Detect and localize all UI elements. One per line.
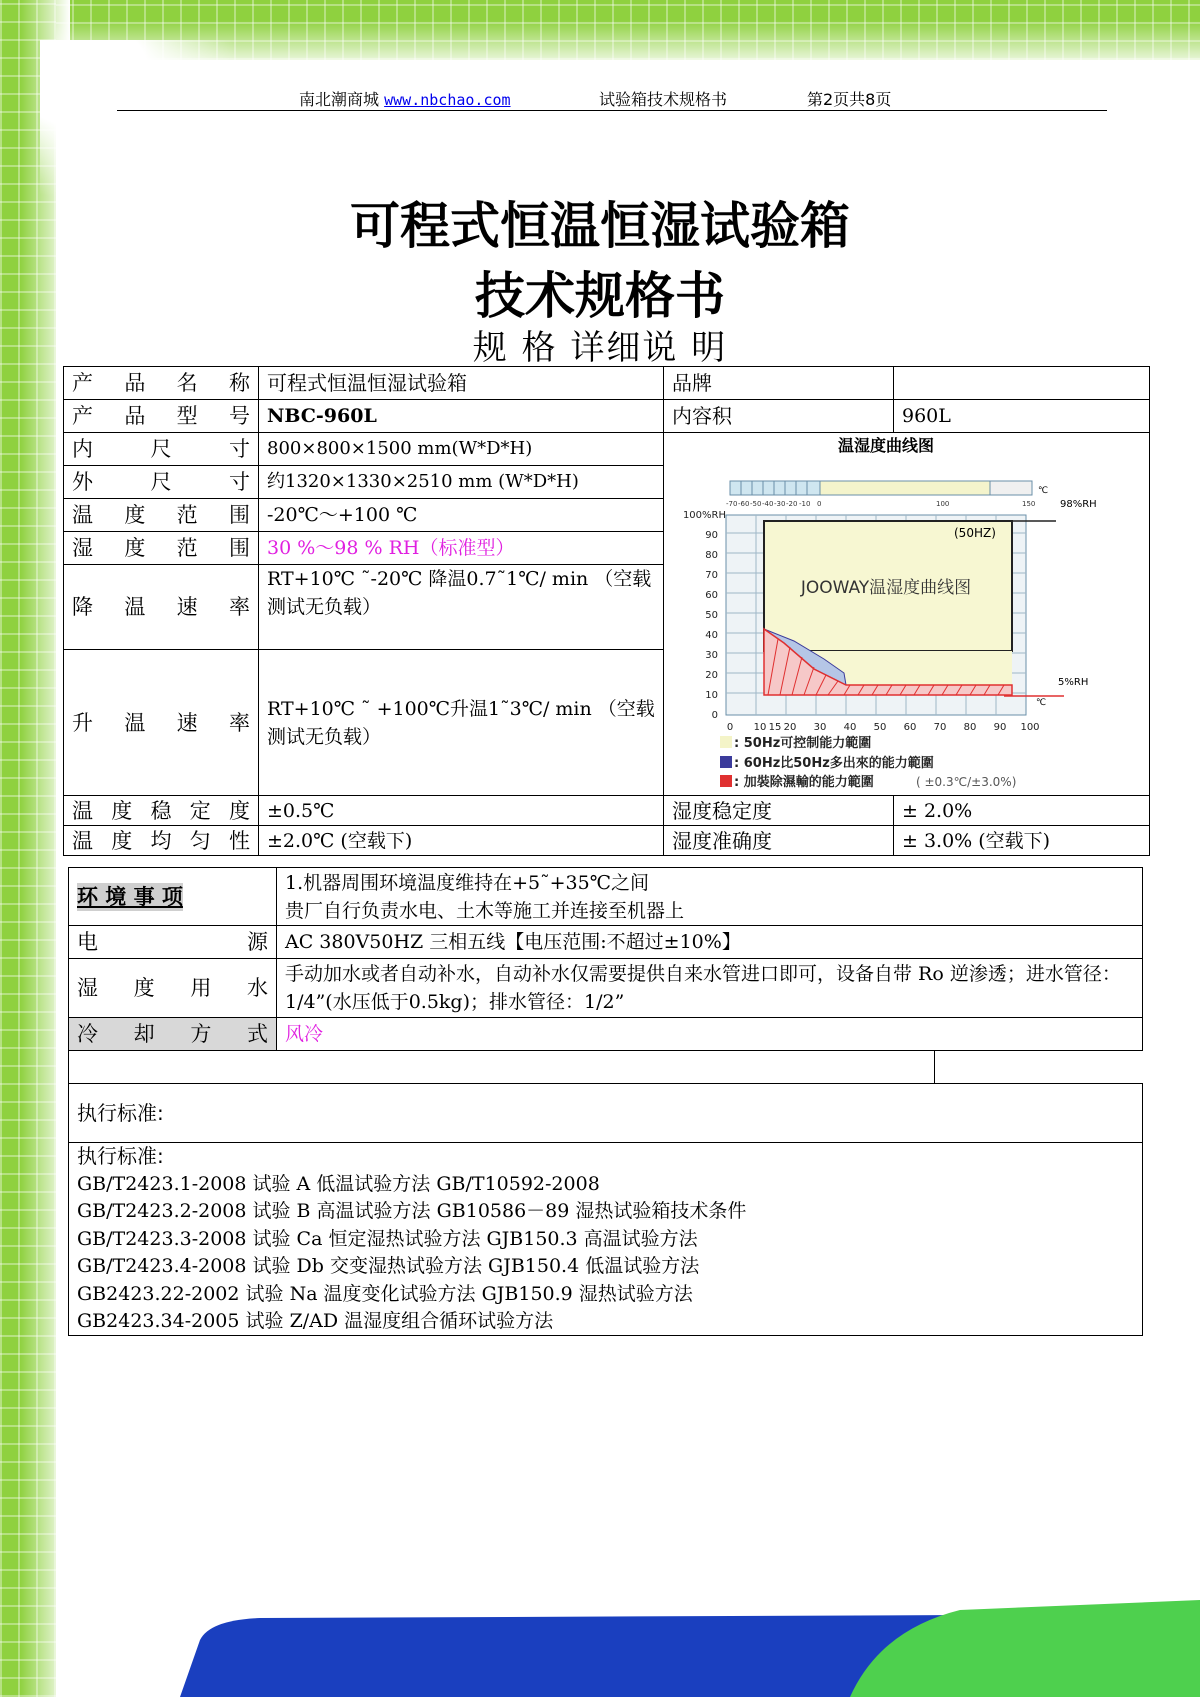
header-site-name: 南北潮商城 (299, 90, 380, 109)
value-humid-water: 手动加水或者自动补水，自动补水仅需要提供自来水管进口即可，设备自带 Ro 逆渗透；进水管径：1/4”(水压低于0.5kg)；排水管径：1/2” (276, 958, 1143, 1018)
x-tick: 10 (753, 722, 767, 733)
top-axis-tick: -30 (774, 500, 786, 508)
value-volume: 960L (893, 399, 1150, 433)
x-tick: 100 (1020, 722, 1040, 733)
label-char: 水 (246, 976, 268, 1000)
label-temp-stability (63, 795, 259, 826)
x-tick: 30 (813, 722, 827, 733)
x-tick: 40 (843, 722, 857, 733)
label-char: 性 (229, 828, 250, 853)
standard-line: GB/T2423.2-2008 试验 B 高温试验方法 GB10586－89 湿热试验箱技术条件 (77, 1200, 747, 1222)
label-char: 稳 (150, 798, 172, 823)
value-temp-stability: ±0.5℃ (258, 795, 664, 826)
value-humid-stability: ± 2.0% (893, 795, 1150, 826)
label-humid-accuracy: 湿度准确度 (663, 825, 894, 856)
standards-heading-row: 执行标准: (68, 1083, 1143, 1143)
label-char: 品 (124, 404, 146, 428)
label-environment (68, 867, 277, 926)
label-char: 名 (176, 371, 198, 395)
y-tick: 20 (705, 670, 718, 681)
label-98rh: 98%RH (1060, 499, 1097, 510)
value-temp-uniformity: ±2.0℃ (空载下) (258, 825, 664, 856)
label-temp-range (63, 498, 259, 532)
label-outer-size (63, 465, 259, 499)
label-char: 度 (111, 798, 133, 823)
label-char: 尺 (150, 437, 172, 461)
label-char: 度 (111, 828, 133, 853)
standard-line: GB/T2423.3-2008 试验 Ca 恒定湿热试验方法 GJB150.3 高温试验方法 (77, 1227, 698, 1250)
value-temp-range: -20℃～+100 ℃ (258, 498, 664, 532)
label-char: 围 (228, 536, 250, 560)
value-inner-size: 800×800×1500 mm(W*D*H) (258, 432, 664, 466)
legend-swatch-60hz (720, 756, 732, 768)
label-char: 用 (190, 976, 212, 1000)
chart-heading: 温湿度曲线图 (837, 436, 935, 455)
header-doc-name: 试验箱技术规格书 (599, 90, 728, 109)
value-power: AC 380V50HZ 三相五线【电压范围:不超过±10%】 (276, 925, 1143, 959)
x-tick: 70 (933, 722, 947, 733)
legend-swatch-50hz (720, 736, 732, 748)
y-tick: 50 (705, 610, 718, 621)
standard-line: GB/T2423.4-2008 试验 Db 交变湿热试验方法 GJB150.4 低温试验方法 (77, 1255, 700, 1277)
environment-label-text: 环 境 事 项 (77, 884, 183, 909)
page-header (117, 84, 1107, 111)
value-heat-rate: RT+10℃ ˜ +100℃升温1˜3℃/ min （空载测试无负载） (258, 649, 664, 796)
environment-line-2: 贵厂自行负责水电、土木等施工并连接至机器上 (285, 900, 685, 922)
label-brand: 品牌 (663, 366, 894, 400)
y-tick: 10 (705, 690, 718, 701)
legend-label-50hz: : 50Hz可控制能力範圍 (734, 736, 872, 751)
label-char: 速 (176, 710, 198, 735)
label-char: 式 (246, 1022, 268, 1046)
label-char: 温 (72, 503, 93, 527)
label-freq: (50HZ) (954, 526, 996, 540)
value-outer-size: 约1320×1330×2510 mm (W*D*H) (258, 465, 664, 499)
y-tick: 70 (705, 570, 718, 581)
value-cooling: 风冷 (276, 1017, 1143, 1051)
section-title: 规 格 详细说 明 (472, 328, 728, 368)
header-site (299, 87, 511, 110)
value-model: NBC-960L (258, 399, 664, 433)
x-axis-unit: ℃ (1036, 698, 1047, 708)
top-axis-unit: ℃ (1038, 486, 1049, 496)
y-tick: 90 (705, 530, 718, 541)
label-char: 定 (189, 798, 211, 823)
label-char: 称 (228, 371, 250, 395)
legend-label-dehumid: : 加裝除濕輸的能力範圍 (734, 775, 874, 790)
label-temp-uniformity (63, 825, 259, 856)
label-char: 范 (176, 536, 198, 560)
y-tick: 80 (705, 550, 718, 561)
label-model (63, 399, 259, 433)
label-char: 号 (228, 404, 250, 428)
label-volume: 内容积 (663, 399, 894, 433)
label-product-name (63, 366, 259, 400)
label-char: 却 (133, 1022, 155, 1046)
label-char: 范 (176, 503, 198, 527)
label-char: 度 (229, 798, 250, 823)
label-char: 品 (124, 371, 146, 395)
x-tick: 80 (963, 722, 977, 733)
top-axis-tick: -70 (726, 500, 738, 508)
legend-note-dehumid: ( ±0.3℃/±3.0%) (916, 775, 1017, 789)
label-humid-stability: 湿度稳定度 (663, 795, 894, 826)
x-tick: 15 (768, 722, 782, 733)
top-axis-tick: 100 (936, 500, 950, 508)
label-char: 型 (176, 404, 198, 428)
x-tick: 60 (903, 722, 917, 733)
label-char: 匀 (189, 828, 211, 853)
top-axis-tick: -40 (762, 500, 774, 508)
label-char: 冷 (77, 1022, 98, 1046)
value-brand (893, 366, 1150, 400)
label-char: 内 (72, 437, 93, 461)
x-tick: 90 (993, 722, 1007, 733)
environment-line-1: 1.机器周围环境温度维持在+5˜+35℃之间 (285, 872, 649, 894)
label-char: 寸 (229, 437, 250, 461)
value-humid-accuracy: ± 3.0% (空载下) (893, 825, 1150, 856)
label-char: 率 (228, 595, 250, 619)
chart-inner-title: JOOWAY温湿度曲线图 (800, 578, 972, 598)
label-cool-rate (63, 564, 259, 650)
header-page-info: 第2页共8页 (807, 90, 892, 109)
top-axis-tick: -20 (786, 500, 798, 508)
label-char: 湿 (77, 976, 98, 1000)
label-humid-water (68, 958, 277, 1018)
legend-label-60hz: : 60Hz比50Hz多出來的能力範圍 (734, 756, 934, 771)
top-axis-tick: -10 (799, 500, 811, 508)
header-site-link[interactable]: www.nbchao.com (384, 91, 511, 109)
label-char: 均 (150, 828, 172, 853)
label-char: 度 (124, 536, 146, 560)
standards-heading: 执行标准: (77, 1144, 164, 1168)
label-char: 围 (228, 503, 250, 527)
value-product-name: 可程式恒温恒湿试验箱 (258, 366, 664, 400)
label-heat-rate (63, 649, 259, 796)
label-char: 升 (72, 710, 93, 735)
standards-list (68, 1142, 1143, 1336)
label-char: 产 (72, 404, 93, 428)
y-tick: 30 (705, 650, 718, 661)
label-inner-size (63, 432, 259, 466)
label-cooling (68, 1017, 277, 1051)
bottom-wave-decoration (0, 1600, 1200, 1697)
y-top-label: 100%RH (682, 510, 726, 521)
value-humid-range: 30 %～98 % RH（标准型） (258, 531, 664, 565)
legend-swatch-dehumid (720, 775, 732, 787)
background-corner-glow (40, 40, 240, 200)
standard-line: GB2423.22-2002 试验 Na 温度变化试验方法 GJB150.9 湿热试验方法 (77, 1282, 693, 1305)
empty-row-cell (68, 1050, 935, 1084)
label-char: 方 (190, 1022, 212, 1046)
doc-subtitle: 技术规格书 (475, 267, 725, 325)
label-char: 寸 (229, 470, 250, 494)
y-tick: 0 (711, 710, 718, 721)
label-char: 温 (72, 828, 93, 853)
label-char: 度 (133, 976, 155, 1000)
x-tick: 20 (783, 722, 797, 733)
label-char: 外 (72, 470, 93, 494)
temp-humidity-chart (664, 433, 1108, 793)
top-axis-tick: 150 (1022, 500, 1036, 508)
label-char: 电 (77, 930, 98, 954)
doc-title: 可程式恒温恒湿试验箱 (350, 197, 850, 255)
x-tick: 50 (873, 722, 887, 733)
label-char: 率 (228, 710, 250, 735)
label-power (68, 925, 277, 959)
label-char: 度 (124, 503, 146, 527)
value-environment (276, 867, 1143, 926)
y-tick: 40 (705, 630, 718, 641)
label-char: 尺 (150, 470, 172, 494)
standard-line: GB/T2423.1-2008 试验 A 低温试验方法 GB/T10592-2008 (77, 1172, 600, 1195)
label-char: 温 (124, 595, 146, 619)
label-5rh: 5%RH (1058, 677, 1089, 688)
y-tick: 60 (705, 590, 718, 601)
top-axis-tick: -60 (738, 500, 750, 508)
label-char: 源 (247, 930, 268, 954)
label-char: 湿 (72, 536, 93, 560)
x-tick: 0 (726, 722, 734, 733)
value-cool-rate: RT+10℃ ˜-20℃ 降温0.7˜1℃/ min （空载测试无负载） (258, 564, 664, 650)
label-char: 温 (72, 798, 93, 823)
top-axis-tick: -50 (750, 500, 762, 508)
label-char: 温 (124, 710, 146, 735)
top-axis-tick: 0 (817, 500, 822, 508)
label-char: 降 (72, 595, 93, 619)
label-char: 速 (176, 595, 198, 619)
label-humid-range (63, 531, 259, 565)
standard-line: GB2423.34-2005 试验 Z/AD 温湿度组合循环试验方法 (77, 1310, 554, 1332)
label-char: 产 (72, 371, 93, 395)
